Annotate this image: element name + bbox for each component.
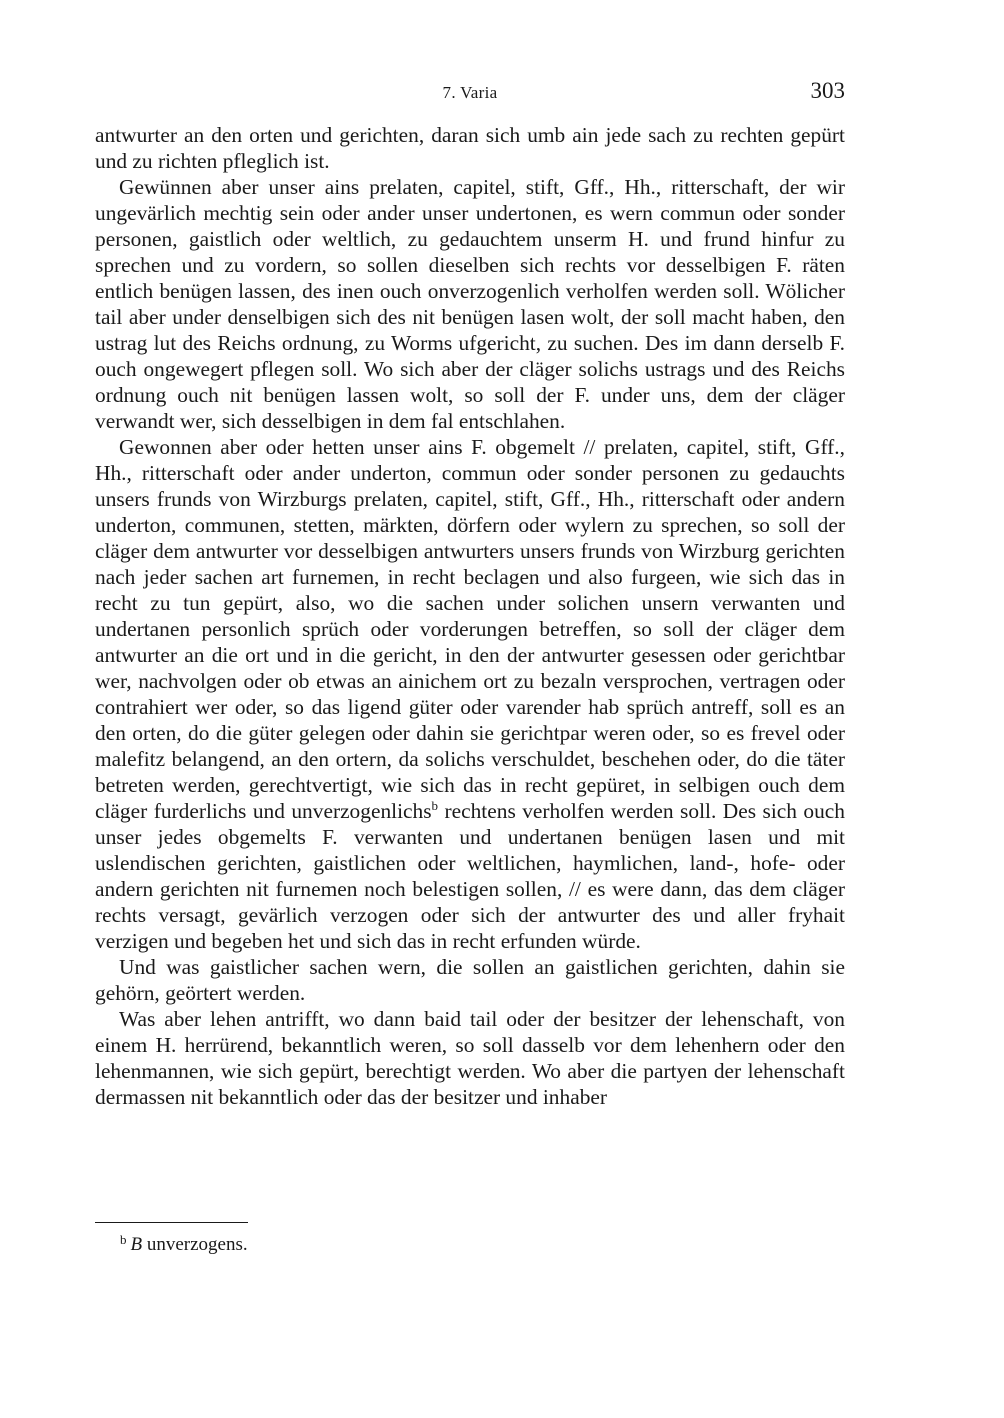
footnote-reference-b[interactable]: b <box>431 798 439 813</box>
paragraph-3-text-after: rechtens verholfen werden soll. Des sich ouch unser jedes obgemelts F. verwanten und undertanen benügen lasen und mit uslendischen gerichten, gaistlichen oder weltlichen, haymlichen, land-, hofe- oder andern gerichten nit furnemen noch belestigen sollen, // es were dann, das dem cläger rechts versagt, gevärlich verzogen oder sich der antwurter des und aller fryhait verzigen und begeben het und sich das in recht erfunden würde. <box>95 799 845 953</box>
paragraph-3-text-before: Gewonnen aber oder hetten unser ains F. obgemelt // prelaten, capitel, stift, Gff., Hh., ritterschaft oder ander underton, commun oder sonder personen zu gedauchts unsers frunds von Wirzburgs prelaten, capitel, stift, Gff., Hh., ritterschaft oder andern underton, communen, stetten, märkten, dörfern oder wylern zu sprechen, so soll der cläger dem antwurter vor desselbigen antwurters unsers frunds von Wirzburg gerichten nach jeder sachen art furnemen, in recht beclagen und also furgeen, wie sich das in recht zu tun gepürt, also, wo die sachen under solichen unsern verwanten und undertanen personlich sprüch oder vorderungen betreffen, so soll der cläger dem antwurter an die ort und in die gericht, in den der antwurter gesessen oder gerichtbar wer, nachvolgen oder ob etwas an ainichem ort zu bezaln versprochen, vertragen oder contrahiert wer oder, so das ligend güter oder varender hab sprüch antreff, soll es an den orten, do die güter gelegen oder dahin sie gerichtpar weren oder, so es frevel oder malefitz belangend, an den ortern, da solichs verschuldet, beschehen oder, do die täter betreten werden, gerechtvertigt, wie sich das in recht gepüret, in selbigen ouch dem cläger furderlichs und unverzogenlichs <box>95 435 845 823</box>
footnote-marker: b <box>120 1232 127 1247</box>
page-number: 303 <box>810 78 845 103</box>
paragraph-5: Was aber lehen antrifft, wo dann baid tail oder der besitzer der lehenschaft, von einem H. herrürend, bekanntlich weren, so soll dasselb vor dem lehenhern oder den lehenmannen, wie sich gepürt, berechtigt werden. Wo aber die partyen der lehenschaft dermassen nit bekanntlich oder das der besitzer und inhaber <box>95 1007 845 1109</box>
footnote-text: unverzogens. <box>142 1234 248 1255</box>
footnote-sigil: B <box>130 1234 143 1255</box>
paragraph-4: Und was gaistlicher sachen wern, die sollen an gaistlichen gerichten, dahin sie gehörn, geörtert werden. <box>95 955 845 1005</box>
footnote-b <box>120 1228 248 1257</box>
body-text <box>95 122 845 1110</box>
running-title: 7. Varia <box>442 83 498 102</box>
paragraph-3 <box>95 434 845 954</box>
document-page <box>95 78 845 1110</box>
paragraph-2: Gewünnen aber unser ains prelaten, capitel, stift, Gff., Hh., ritterschaft, der wir ungevärlich mechtig sein oder ander unser undertonen, es wern commun oder sonder personen, gaistlich oder weltlich, zu gedauchtem unserm H. und frund hinfur zu sprechen und zu vordern, so sollen dieselben sich rechts vor desselbigen F. räten entlich benügen lassen, des inen ouch onverzogenlich verholfen werden soll. Wölicher tail aber under denselbigen sich des nit benügen lasen wolt, der soll macht haben, den ustrag lut des Reichs ordnung, zu Worms ufgericht, zu suchen. Des im dann derselb F. ouch ongewegert pflegen soll. Wo sich aber der cläger solichs ustrags und des Reichs ordnung ouch nit benügen lassen wolt, so soll der F. under uns, dem der cläger verwandt wer, sich desselbigen in dem fal entschlahen. <box>95 175 845 433</box>
footnote-rule <box>95 1222 248 1223</box>
paragraph-1: antwurter an den orten und gerichten, daran sich umb ain jede sach zu rechten gepürt und zu richten pfleglich ist. <box>95 123 845 173</box>
running-head <box>95 78 845 108</box>
